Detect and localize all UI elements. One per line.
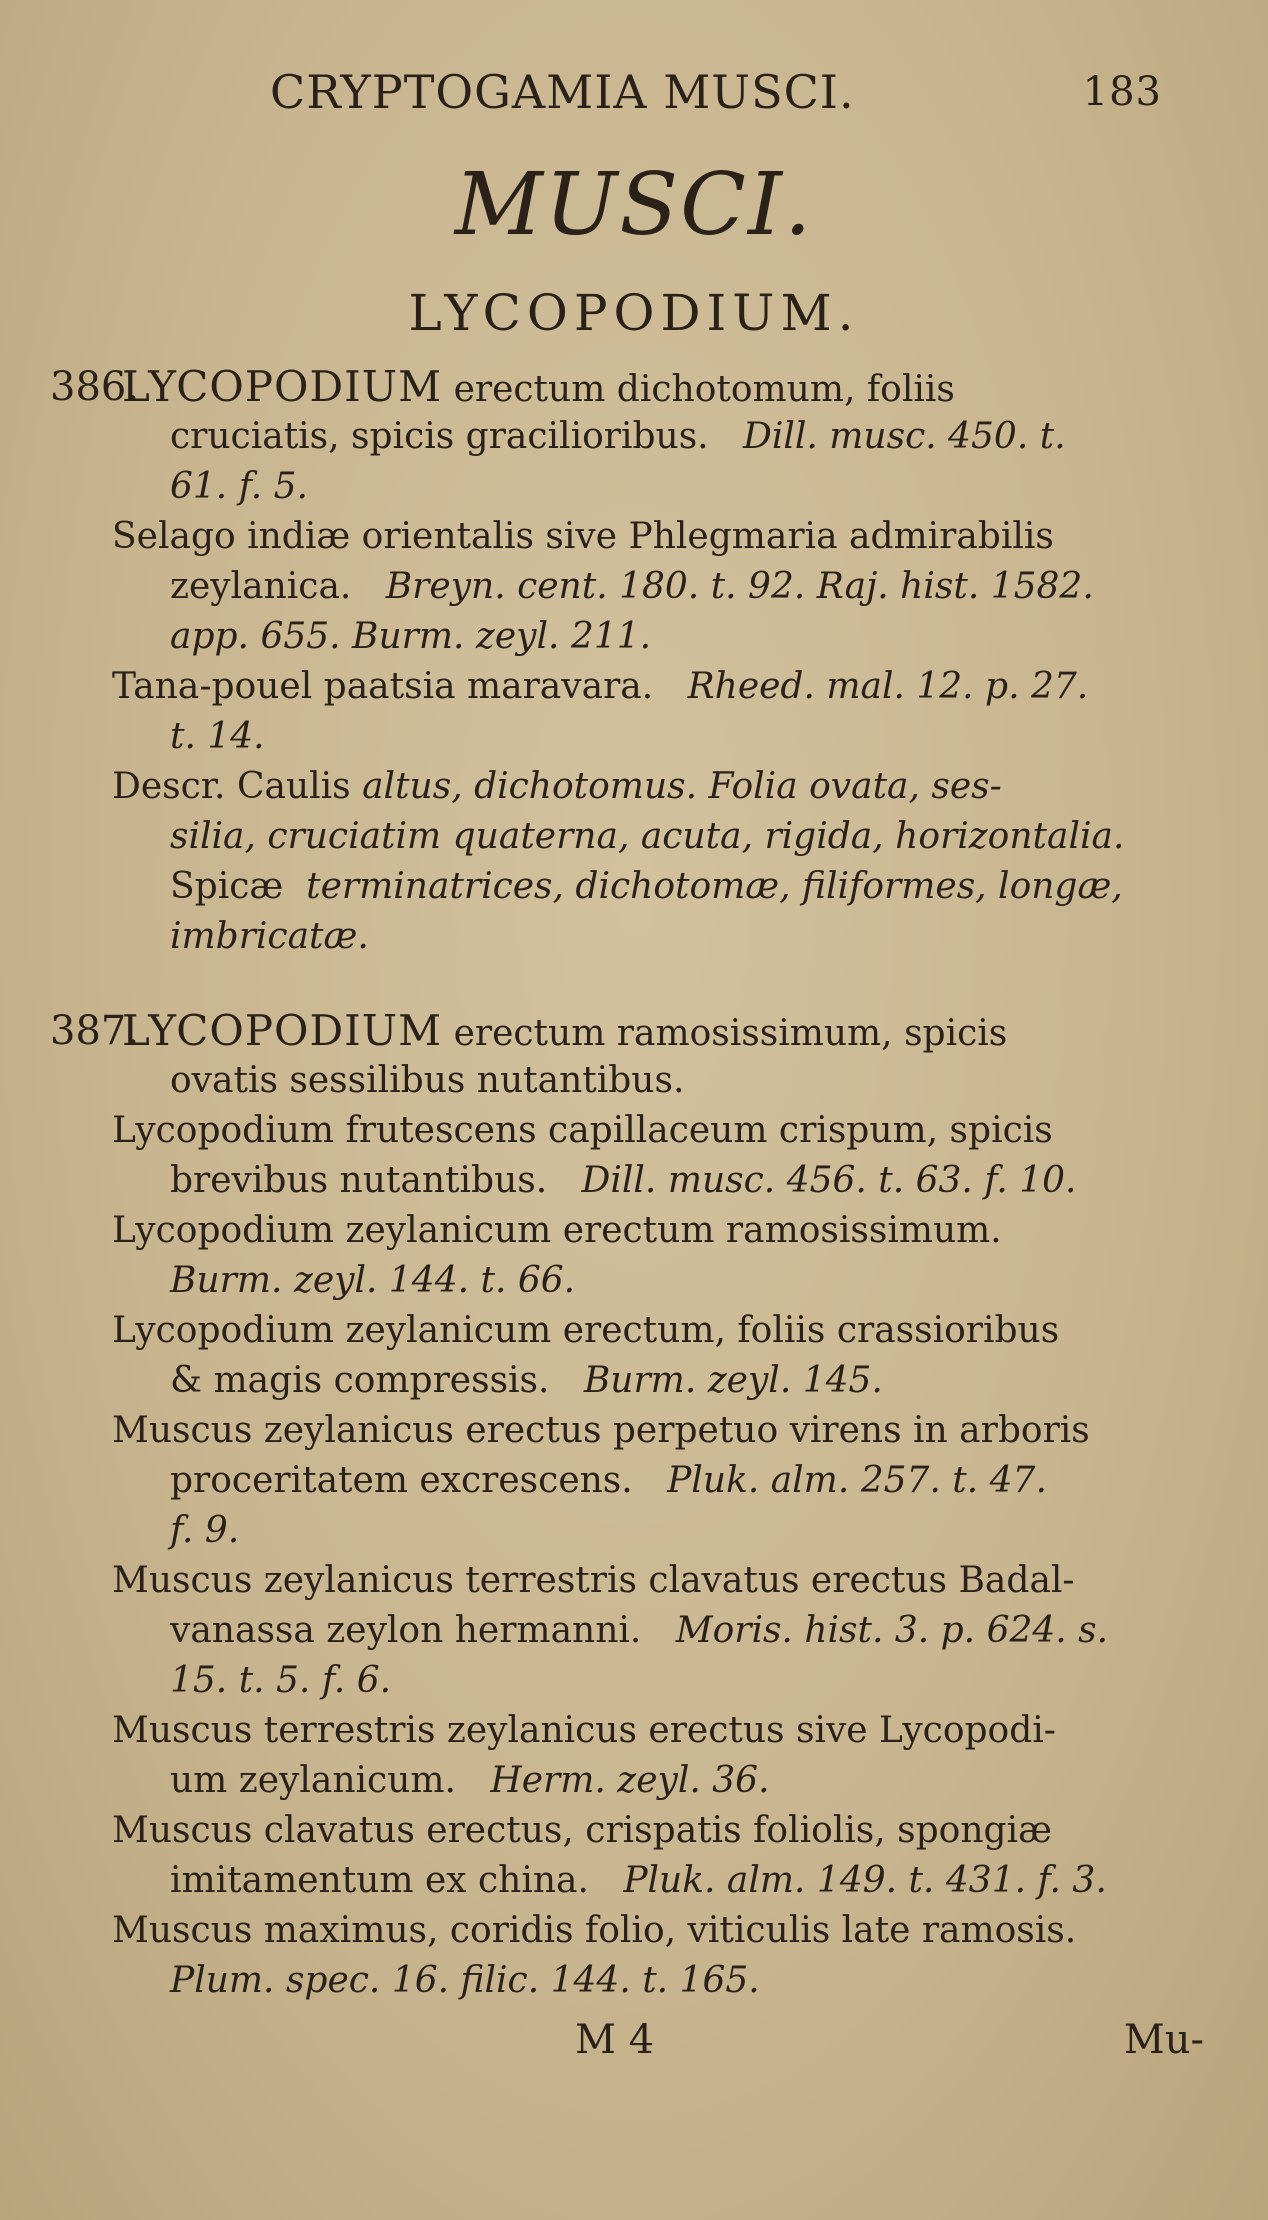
page-number: 183 xyxy=(1082,69,1162,115)
citation: Moris. hist. 3. p. 624. s. xyxy=(675,1610,1109,1651)
entry-line xyxy=(0,412,1268,462)
citation: 61. f. 5. xyxy=(170,466,308,507)
citation: Pluk. alm. 149. t. 431. f. 3. xyxy=(623,1860,1107,1901)
entry-line xyxy=(0,512,1268,562)
synonym-text: um zeylanicum. xyxy=(170,1760,456,1801)
synonym-text: vanassa zeylon hermanni. xyxy=(170,1610,642,1651)
citation: Herm. zeyl. 36. xyxy=(490,1760,770,1801)
synonym-text: Selago indiæ orientalis sive Phlegmaria admirabilis xyxy=(112,516,1054,557)
synonym-text: & magis compressis. xyxy=(170,1360,550,1401)
entry-line xyxy=(0,912,1268,962)
page-footer xyxy=(0,2010,1268,2070)
entries xyxy=(0,362,1268,2050)
synonym-text: Lycopodium frutescens capillaceum crispum, spicis xyxy=(112,1110,1053,1151)
entry-genus-name: LYCOPODIUM xyxy=(122,1006,443,1055)
citation: Breyn. cent. 180. t. 92. Raj. hist. 1582. xyxy=(385,566,1094,607)
entry-line xyxy=(0,862,1268,912)
section-title: MUSCI. xyxy=(454,155,814,255)
entry-line xyxy=(0,1656,1268,1706)
citation: 15. t. 5. f. 6. xyxy=(170,1660,392,1701)
entry-line xyxy=(0,1456,1268,1506)
entry-line xyxy=(0,362,1268,412)
citation: Dill. musc. 450. t. xyxy=(742,416,1066,457)
description-italic: imbricatæ. xyxy=(170,916,369,957)
entry-line xyxy=(0,1156,1268,1206)
entry-number: 387. xyxy=(50,1008,140,1054)
entry-line xyxy=(0,1906,1268,1956)
entry-line xyxy=(0,662,1268,712)
synonym-text: brevibus nutantibus. xyxy=(170,1160,548,1201)
entry-line xyxy=(0,1606,1268,1656)
citation: Burm. zeyl. 144. t. 66. xyxy=(170,1260,576,1301)
citation: Dill. musc. 456. t. 63. f. 10. xyxy=(581,1160,1077,1201)
synonym-text: Lycopodium zeylanicum erectum ramosissimum. xyxy=(112,1210,1002,1251)
entry-line xyxy=(0,612,1268,662)
entry-line xyxy=(0,1056,1268,1106)
entry-line xyxy=(0,1356,1268,1406)
synonym-text: imitamentum ex china. xyxy=(170,1860,589,1901)
entry-line xyxy=(0,762,1268,812)
entry-text: cruciatis, spicis gracilioribus. xyxy=(170,416,709,457)
entry-line xyxy=(0,1806,1268,1856)
entry-line xyxy=(0,1756,1268,1806)
entry-line xyxy=(0,1856,1268,1906)
description-text: Spicæ xyxy=(170,866,284,907)
entry-line xyxy=(0,1406,1268,1456)
synonym-text: Muscus maximus, coridis folio, viticulis late ramosis. xyxy=(112,1910,1077,1951)
description-text: Descr. Caulis xyxy=(112,766,351,807)
running-head xyxy=(270,62,1170,122)
entry-text: ovatis sessilibus nutantibus. xyxy=(170,1060,685,1101)
entry-line xyxy=(0,562,1268,612)
entry-line xyxy=(0,812,1268,862)
entry-number: 386. xyxy=(50,364,140,410)
entry-line xyxy=(0,1956,1268,2006)
description-italic: silia, cruciatim quaterna, acuta, rigida, horizontalia. xyxy=(170,816,1125,857)
citation: Plum. spec. 16. filic. 144. t. 165. xyxy=(170,1960,760,2001)
citation: Rheed. mal. 12. p. 27. xyxy=(687,666,1089,707)
synonym-text: Tana-pouel paatsia maravara. xyxy=(112,666,654,707)
entry-386 xyxy=(0,362,1268,962)
entry-line xyxy=(0,1706,1268,1756)
entry-line xyxy=(0,462,1268,512)
synonym-text: Muscus terrestris zeylanicus erectus sive Lycopodi- xyxy=(112,1710,1056,1751)
signature-mark: M 4 xyxy=(575,2017,655,2063)
catchword: Mu- xyxy=(1123,2017,1204,2063)
running-head-title: CRYPTOGAMIA MUSCI. xyxy=(270,65,855,119)
entry-line xyxy=(0,712,1268,762)
synonym-text: Muscus clavatus erectus, crispatis foliolis, spongiæ xyxy=(112,1810,1052,1851)
description-italic: altus, dichotomus. Folia ovata, ses- xyxy=(362,766,1002,807)
genus-heading: LYCOPODIUM. xyxy=(408,284,860,342)
synonym-text: Lycopodium zeylanicum erectum, foliis crassioribus xyxy=(112,1310,1060,1351)
entry-line xyxy=(0,1256,1268,1306)
citation: t. 14. xyxy=(170,716,265,757)
synonym-text: proceritatem excrescens. xyxy=(170,1460,633,1501)
entry-genus-name: LYCOPODIUM xyxy=(122,362,443,411)
citation: app. 655. Burm. zeyl. 211. xyxy=(170,616,652,657)
entry-387 xyxy=(0,1006,1268,2006)
synonym-text: Muscus zeylanicus terrestris clavatus erectus Badal- xyxy=(112,1560,1075,1601)
citation: f. 9. xyxy=(170,1510,240,1551)
description-italic: terminatrices, dichotomæ, filiformes, longæ, xyxy=(306,866,1123,907)
citation: Pluk. alm. 257. t. 47. xyxy=(667,1460,1047,1501)
entry-line xyxy=(0,1006,1268,1056)
entry-text: erectum ramosissimum, spicis xyxy=(453,1013,1008,1054)
entry-line xyxy=(0,1206,1268,1256)
entry-line xyxy=(0,1506,1268,1556)
synonym-text: Muscus zeylanicus erectus perpetuo virens in arboris xyxy=(112,1410,1090,1451)
entry-text: erectum dichotomum, foliis xyxy=(453,369,955,410)
synonym-text: zeylanica. xyxy=(170,566,352,607)
citation: Burm. zeyl. 145. xyxy=(583,1360,883,1401)
entry-line xyxy=(0,1106,1268,1156)
entry-line xyxy=(0,1556,1268,1606)
entry-line xyxy=(0,1306,1268,1356)
